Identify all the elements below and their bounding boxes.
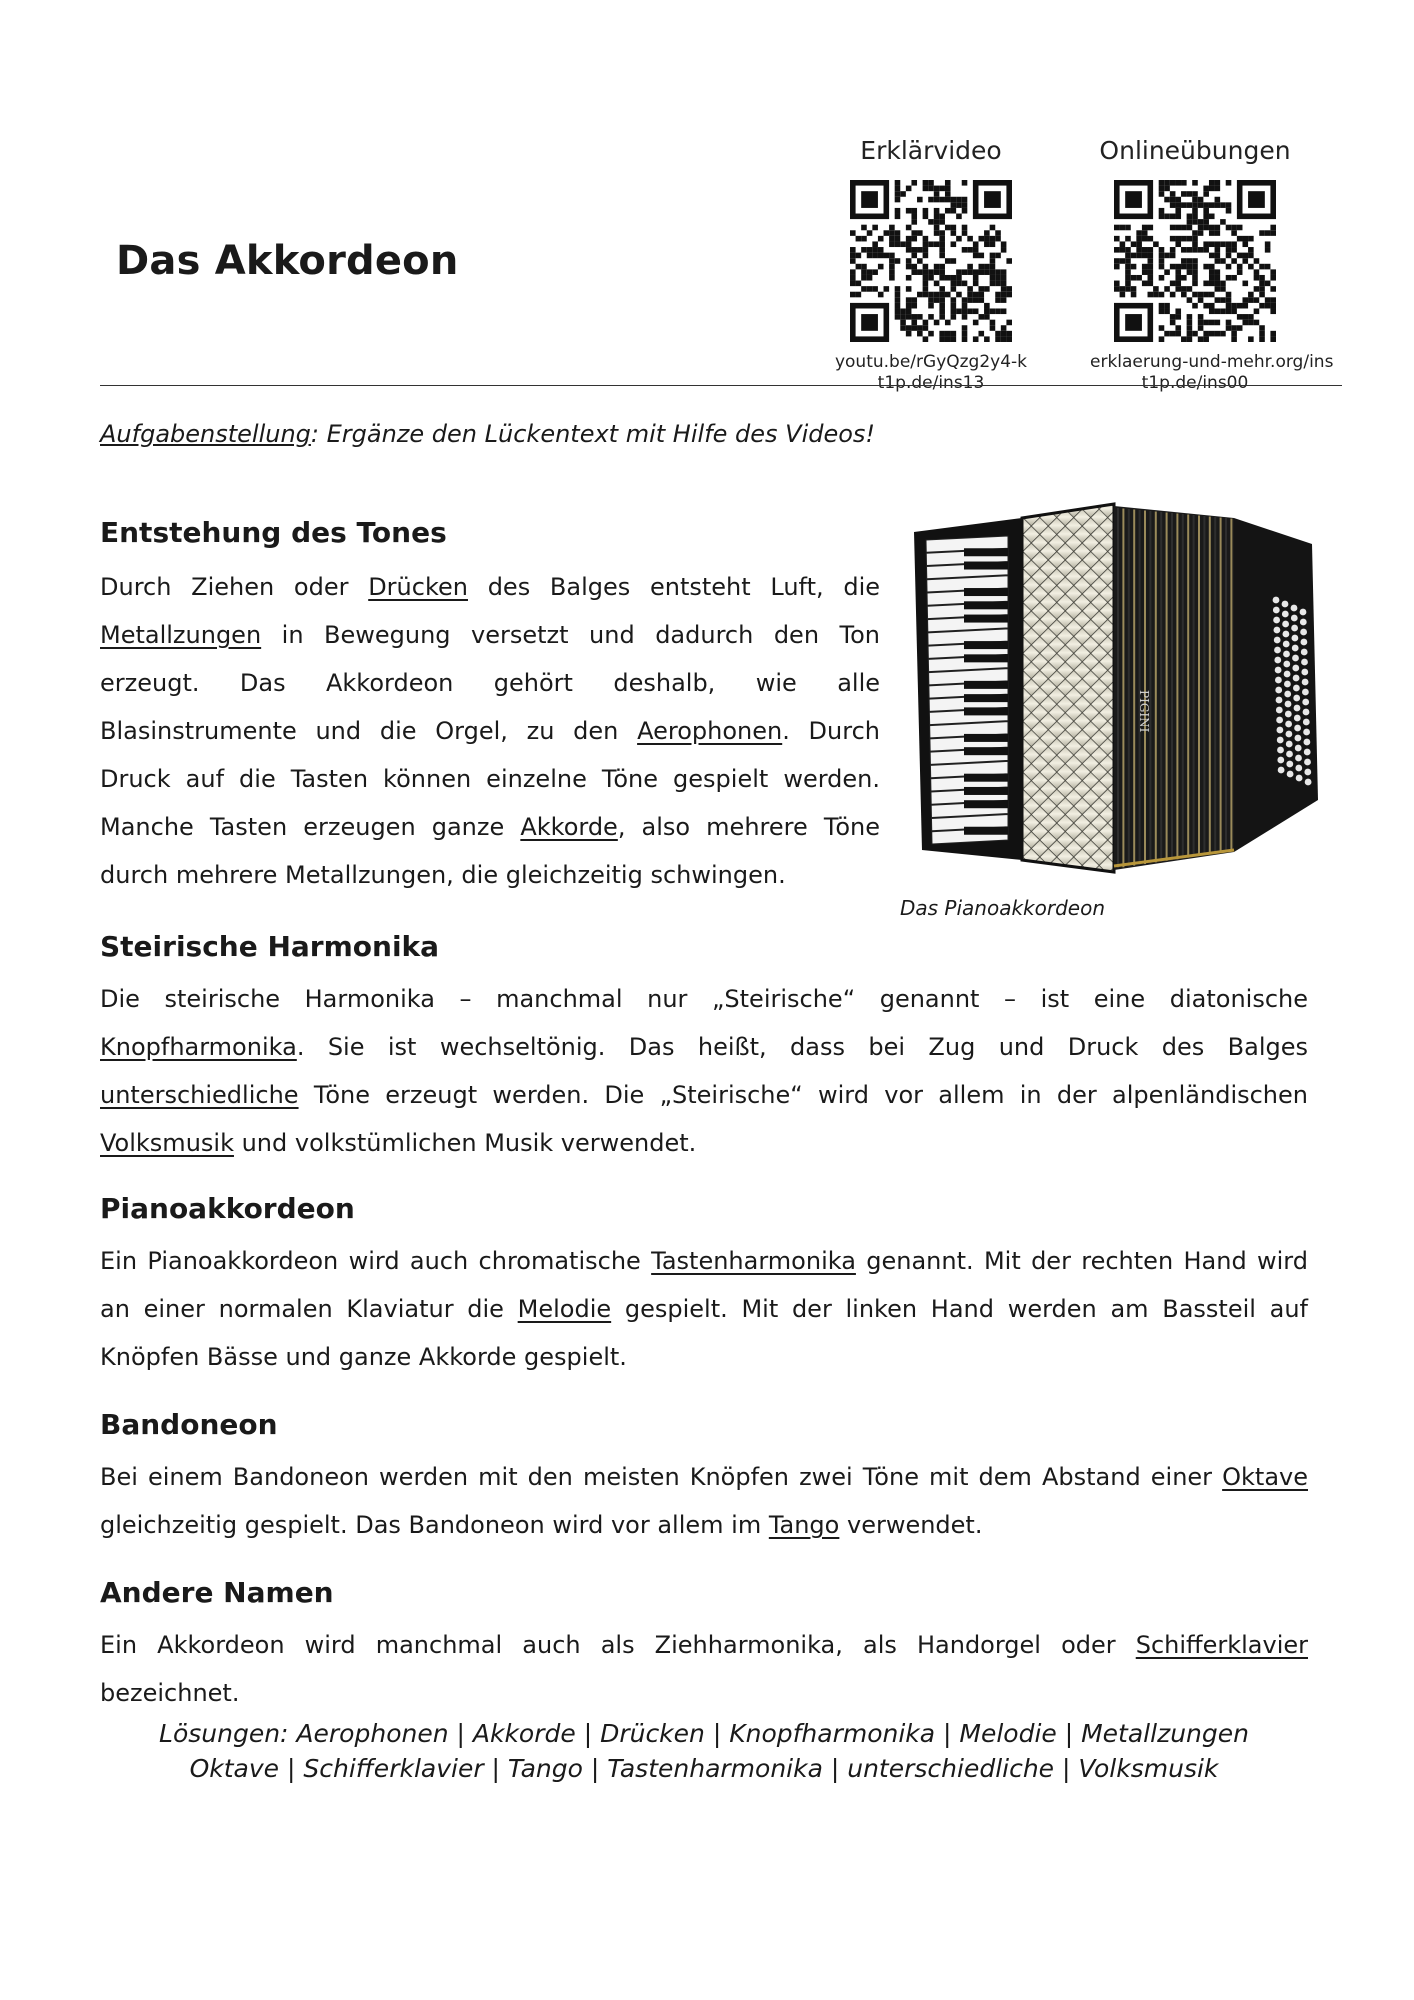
section-text: Durch Ziehen oder Drücken des Balges entsteht Luft, die Metallzungen in Bewegung versetzt und dadurch den Ton erzeugt. Das Akkordeon gehört deshalb, wie alle Blasinstrumente und die Orgel, zu den Aerophonen. Durch Druck auf die Tasten können einzelne Töne gespielt werden. Manche Tasten erzeugen ganze Akkorde, also mehrere Töne durch mehrere Metallzungen, die gleichzeitig schwingen. — [100, 573, 880, 889]
section-bandoneon — [100, 1408, 1308, 1549]
answer-word: Drücken — [368, 573, 468, 601]
answer-word: Metallzungen — [100, 621, 262, 649]
section-andere-namen — [100, 1576, 1308, 1717]
solutions-box — [100, 1716, 1308, 1786]
task-text: : Ergänze den Lückentext mit Hilfe des Videos! — [310, 420, 876, 448]
qr-code-icon[interactable] — [850, 180, 1012, 342]
answer-word: Akkorde — [520, 813, 618, 841]
section-steirische — [100, 930, 1308, 1167]
solutions-line-2: Oktave | Schifferklavier | Tango | Tastenharmonika | unterschiedliche | Volksmusik — [189, 1754, 1219, 1783]
solutions-line-1: Lösungen: Aerophonen | Akkorde | Drücken | Knopfharmonika | Melodie | Metallzungen — [159, 1719, 1249, 1748]
section-heading: Entstehung des Tones — [100, 516, 447, 549]
accordion-image — [904, 500, 1324, 875]
answer-word: Volksmusik — [100, 1129, 234, 1157]
section-text: Die steirische Harmonika – manchmal nur „Steirische“ genannt – ist eine diatonische Knopfharmonika. Sie ist wechseltönig. Das heißt, dass bei Zug und Druck des Balges unterschiedliche Töne erzeugt werden. Die „Steirische“ wird vor allem in der alpenländischen Volksmusik und volkstümlichen Musik verwendet. — [100, 985, 1308, 1157]
section-text: Ein Pianoakkordeon wird auch chromatische Tastenharmonika genannt. Mit der rechten Hand wird an einer normalen Klaviatur die Melodie gespielt. Mit der linken Hand werden am Bassteil auf Knöpfen Bässe und ganze Akkorde gespielt. — [100, 1247, 1309, 1371]
qr-exercise-url-line2[interactable]: t1p.de/ins00 — [1141, 373, 1249, 393]
section-heading: Steirische Harmonika — [100, 930, 440, 963]
qr-video-url-line2[interactable]: t1p.de/ins13 — [877, 373, 985, 393]
qr-exercise-url[interactable] — [1090, 352, 1334, 394]
answer-word: Knopfharmonika — [100, 1033, 297, 1061]
section-heading: Pianoakkordeon — [100, 1192, 355, 1225]
section-text: Ein Akkordeon wird manchmal auch als Ziehharmonika, als Handorgel oder Schifferklavier bezeichnet. — [100, 1631, 1308, 1707]
answer-word: Aerophonen — [637, 717, 783, 745]
accordion-brand-label: PIGINI — [1137, 690, 1151, 733]
qr-video-url[interactable] — [826, 352, 1036, 394]
answer-word: Schifferklavier — [1135, 1631, 1308, 1659]
section-pianoakkordeon — [100, 1192, 1308, 1381]
qr-video-block — [826, 136, 1036, 394]
section-entstehung — [100, 516, 880, 899]
qr-video-url-line1[interactable]: youtu.be/rGyQzg2y4-k — [834, 352, 1028, 372]
figure-caption: Das Pianoakkordeon — [900, 896, 1106, 920]
header-divider — [100, 385, 1342, 386]
task-instruction — [100, 420, 875, 448]
qr-video-label: Erklärvideo — [860, 136, 1002, 165]
answer-word: Tango — [768, 1511, 840, 1539]
section-text: Bei einem Bandoneon werden mit den meisten Knöpfen zwei Töne mit dem Abstand einer Oktave gleichzeitig gespielt. Das Bandoneon wird vor allem im Tango verwendet. — [100, 1463, 1308, 1539]
task-label: Aufgabenstellung — [100, 420, 311, 448]
answer-word: Melodie — [517, 1295, 612, 1323]
qr-exercise-label: Onlineübungen — [1099, 136, 1291, 165]
page-title: Das Akkordeon — [116, 238, 459, 284]
section-heading: Bandoneon — [100, 1408, 278, 1441]
qr-exercise-block — [1090, 136, 1334, 394]
section-heading: Andere Namen — [100, 1576, 334, 1609]
qr-code-icon[interactable] — [1114, 180, 1276, 342]
qr-exercise-url-line1[interactable]: erklaerung-und-mehr.org/ins — [1090, 352, 1334, 372]
answer-word: unterschiedliche — [100, 1081, 299, 1109]
answer-word: Tastenharmonika — [651, 1247, 856, 1275]
answer-word: Oktave — [1222, 1463, 1308, 1491]
